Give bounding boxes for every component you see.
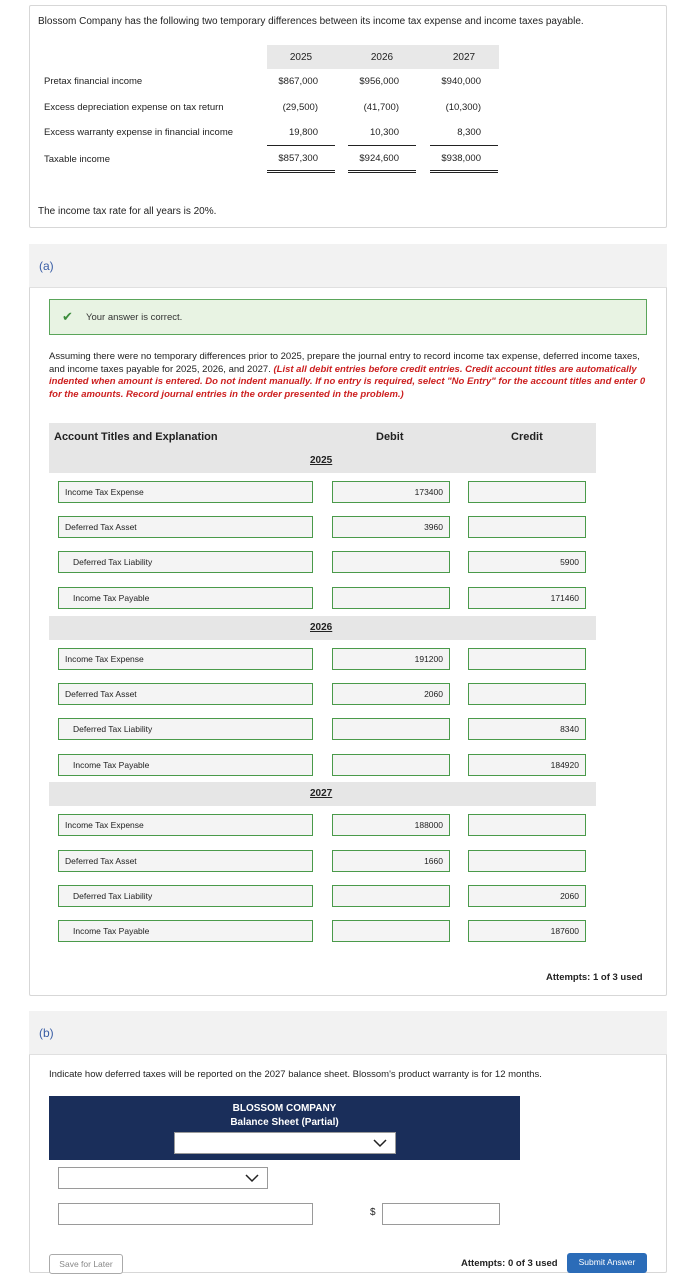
statement-title: Balance Sheet (Partial) bbox=[230, 1117, 339, 1128]
part-b-label: (b) bbox=[39, 1026, 54, 1040]
account-field[interactable]: Deferred Tax Liability bbox=[58, 885, 313, 907]
part-a-instruction-text: Assuming there were no temporary differences prior to 2025, prepare the journal entry to record income tax expense, deferred income taxes, and income taxes payable for 2025, 2026, and 2027. bbox=[49, 351, 640, 375]
credit-field[interactable] bbox=[468, 481, 586, 503]
debit-field[interactable]: 173400 bbox=[332, 481, 450, 503]
journal-header bbox=[49, 423, 596, 473]
debit-field[interactable] bbox=[332, 718, 450, 740]
part-b-header bbox=[29, 1011, 667, 1055]
year-2027-header: 2027 bbox=[452, 52, 476, 63]
save-for-later-button[interactable]: Save for Later bbox=[49, 1254, 123, 1274]
part-a-label: (a) bbox=[39, 259, 54, 273]
taxable-2027: $938,000 bbox=[441, 153, 481, 164]
row-label-depreciation: Excess depreciation expense on tax return bbox=[44, 102, 224, 113]
account-field[interactable]: Income Tax Expense bbox=[58, 481, 313, 503]
debit-field[interactable] bbox=[332, 885, 450, 907]
correct-message: Your answer is correct. bbox=[86, 312, 183, 323]
credit-field[interactable]: 187600 bbox=[468, 920, 586, 942]
depreciation-2027: (10,300) bbox=[445, 102, 481, 113]
row-label-pretax: Pretax financial income bbox=[44, 76, 143, 87]
debit-field[interactable] bbox=[332, 920, 450, 942]
account-field[interactable]: Deferred Tax Liability bbox=[58, 718, 313, 740]
credit-field[interactable]: 8340 bbox=[468, 718, 586, 740]
warranty-2025: 19,800 bbox=[288, 127, 318, 138]
problem-intro: Blossom Company has the following two temporary differences between its income tax expense and income taxes payable. bbox=[38, 16, 584, 27]
total-line-2025 bbox=[267, 170, 335, 173]
year-2026-label: 2026 bbox=[310, 622, 333, 633]
tax-rate-note: The income tax rate for all years is 20%. bbox=[38, 206, 217, 217]
header-credit: Credit bbox=[511, 431, 543, 443]
pretax-2027: $940,000 bbox=[441, 76, 481, 87]
total-line-2027 bbox=[430, 170, 498, 173]
depreciation-2025: (29,500) bbox=[282, 102, 318, 113]
account-field[interactable]: Income Tax Payable bbox=[58, 754, 313, 776]
debit-field[interactable]: 1660 bbox=[332, 850, 450, 872]
chevron-down-icon bbox=[245, 1171, 259, 1185]
credit-field[interactable]: 184920 bbox=[468, 754, 586, 776]
year-2026-header: 2026 bbox=[370, 52, 394, 63]
account-field[interactable]: Deferred Tax Asset bbox=[58, 683, 313, 705]
debit-field[interactable] bbox=[332, 587, 450, 609]
credit-field[interactable] bbox=[468, 516, 586, 538]
submit-answer-button[interactable]: Submit Answer bbox=[567, 1253, 647, 1273]
total-line-2026 bbox=[348, 170, 416, 173]
credit-field[interactable] bbox=[468, 850, 586, 872]
warranty-2026: 10,300 bbox=[369, 127, 399, 138]
row-label-warranty: Excess warranty expense in financial income bbox=[44, 127, 234, 138]
row-label-taxable: Taxable income bbox=[44, 154, 111, 165]
debit-field[interactable]: 188000 bbox=[332, 814, 450, 836]
part-a-instruction-note: (List all debit entries before credit entries. Credit account titles are automatically indented when amount is entered. Do not indent manually. If no entry is required, select "No Entry" for the account titles and enter 0 for the amounts. Record journal entries in the order presented in the problem.) bbox=[49, 363, 646, 400]
problem-box bbox=[29, 5, 667, 228]
debit-field[interactable] bbox=[332, 754, 450, 776]
year-2026-row bbox=[49, 616, 596, 640]
pretax-2025: $867,000 bbox=[278, 76, 318, 87]
subtotal-line-2025 bbox=[267, 145, 335, 146]
account-field[interactable]: Income Tax Expense bbox=[58, 814, 313, 836]
subtotal-line-2026 bbox=[348, 145, 416, 146]
chevron-down-icon bbox=[373, 1136, 387, 1150]
credit-field[interactable] bbox=[468, 648, 586, 670]
account-field[interactable]: Deferred Tax Asset bbox=[58, 850, 313, 872]
year-2027-label: 2027 bbox=[310, 788, 333, 799]
balance-sheet-classification-select[interactable] bbox=[58, 1167, 268, 1189]
part-a-header bbox=[29, 244, 667, 288]
warranty-2027: 8,300 bbox=[457, 127, 481, 138]
year-2027-row bbox=[49, 782, 596, 806]
header-account-titles: Account Titles and Explanation bbox=[54, 431, 218, 443]
date-select[interactable] bbox=[174, 1132, 396, 1154]
pretax-2026: $956,000 bbox=[359, 76, 399, 87]
account-field[interactable]: Deferred Tax Asset bbox=[58, 516, 313, 538]
balance-sheet-header bbox=[49, 1096, 520, 1160]
credit-field[interactable]: 5900 bbox=[468, 551, 586, 573]
check-icon: ✔ bbox=[62, 309, 73, 324]
dollar-sign: $ bbox=[370, 1207, 376, 1218]
company-name: BLOSSOM COMPANY bbox=[232, 1103, 337, 1114]
subtotal-line-2027 bbox=[430, 145, 498, 146]
account-field[interactable]: Deferred Tax Liability bbox=[58, 551, 313, 573]
debit-field[interactable]: 191200 bbox=[332, 648, 450, 670]
correct-answer-banner bbox=[49, 299, 647, 335]
balance-sheet-amount-input[interactable] bbox=[382, 1203, 500, 1225]
balance-sheet-account-input[interactable] bbox=[58, 1203, 313, 1225]
debit-field[interactable]: 3960 bbox=[332, 516, 450, 538]
account-field[interactable]: Income Tax Payable bbox=[58, 587, 313, 609]
account-field[interactable]: Income Tax Payable bbox=[58, 920, 313, 942]
depreciation-2026: (41,700) bbox=[363, 102, 399, 113]
year-2025-label: 2025 bbox=[310, 455, 333, 466]
year-2025-header: 2025 bbox=[289, 52, 313, 63]
part-a-attempts: Attempts: 1 of 3 used bbox=[546, 972, 643, 983]
credit-field[interactable] bbox=[468, 683, 586, 705]
credit-field[interactable]: 2060 bbox=[468, 885, 586, 907]
credit-field[interactable] bbox=[468, 814, 586, 836]
taxable-2026: $924,600 bbox=[359, 153, 399, 164]
debit-field[interactable]: 2060 bbox=[332, 683, 450, 705]
debit-field[interactable] bbox=[332, 551, 450, 573]
header-debit: Debit bbox=[376, 431, 404, 443]
taxable-2025: $857,300 bbox=[278, 153, 318, 164]
part-b-instruction: Indicate how deferred taxes will be reported on the 2027 balance sheet. Blossom's product warranty is for 12 months. bbox=[49, 1069, 542, 1080]
part-b-attempts: Attempts: 0 of 3 used bbox=[461, 1258, 558, 1269]
account-field[interactable]: Income Tax Expense bbox=[58, 648, 313, 670]
part-a-instructions bbox=[49, 351, 649, 401]
credit-field[interactable]: 171460 bbox=[468, 587, 586, 609]
